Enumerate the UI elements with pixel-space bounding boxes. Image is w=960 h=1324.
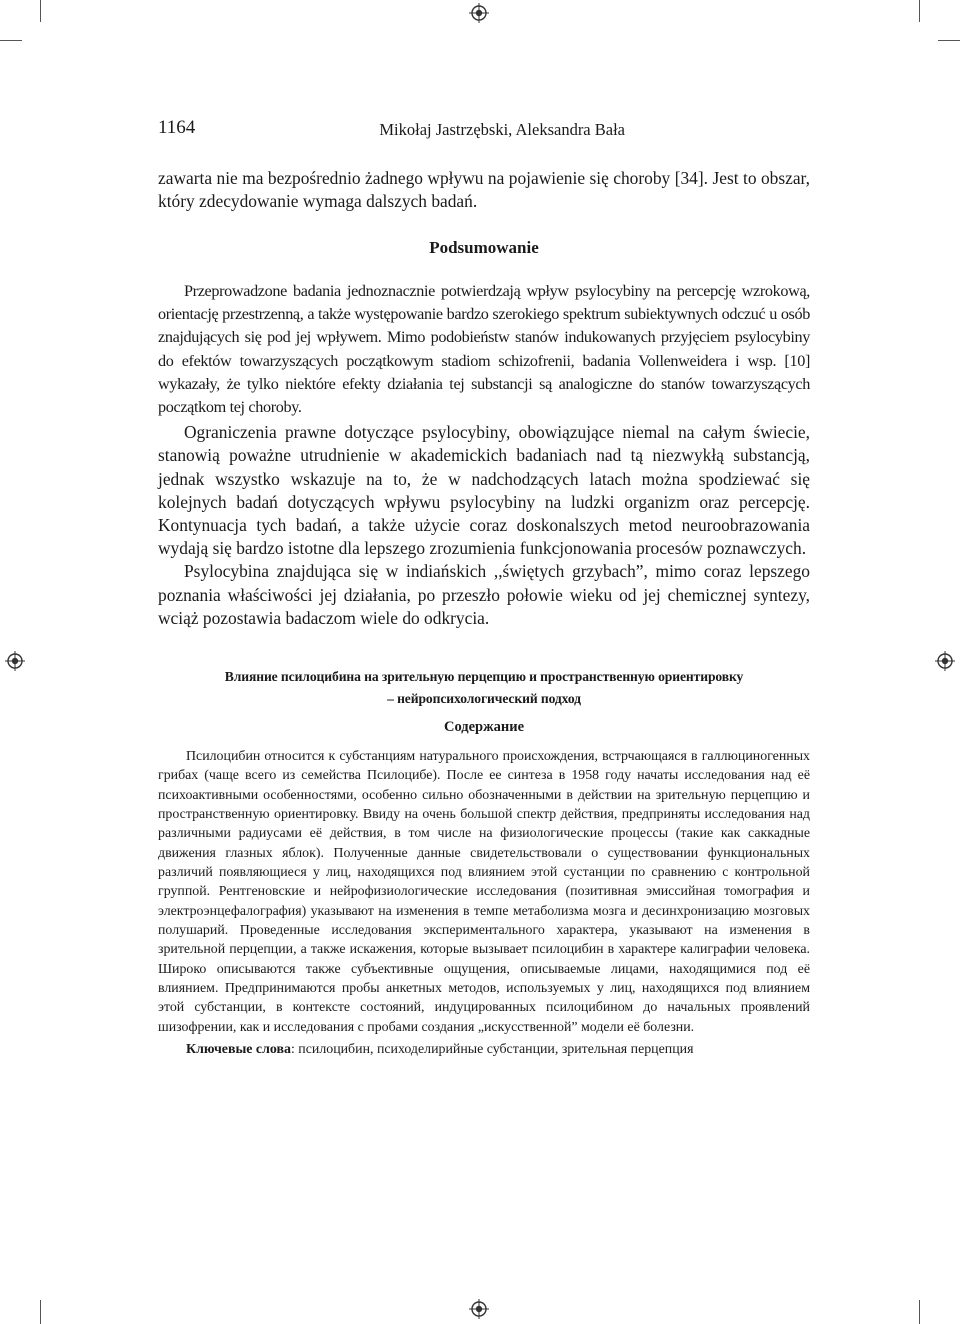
summary-paragraph-3: Psylocybina znajdująca się w indiańskich ,,świętych grzybach”, mimo coraz lepszego poznania właściwości jej działania, po przeszło połowie wieku od jej chemicznej syntezy, wciąż pozostawia badaczom wiele do odkrycia. <box>158 561 810 628</box>
russian-title <box>158 666 810 710</box>
running-header-authors: Mikołaj Jastrzębski, Aleksandra Bała <box>379 120 625 139</box>
russian-abstract: Псилоцибин относится к субстанциям натурального происхождения, встрчающаяся в галлюциногенных грибах (чаще всего из семейства Псилоцибе). После ее синтеза в 1958 году начаты исследования над её психоактивными особенностями, особенно сильно обозначенными в действии на зрительную перцепцию и пространственную ориентировку. Ввиду на очень большой спектр действия, предприняты исследования над различными радиусами её действия, в том числе на физиологические процессы (такие как саккадные движения глазных яблок). Полученные данные свидетельствовали о существовании функциональных различий появляющиеся у лиц, находящихся под влиянием этой сустанции по сравнению с контрольной группой. Рентгеновские и нейрофизиологические исследования (позитивная эмиссийная томография и электроэнцефалография) указывают на изменения в темпе метаболизма мозга и десинхронизацию мозговых полушарий. Проведенные исследования экспериментального характера, указывают на изменения в зрительной перцепции, а также искажения, которые вызывает псилоцибин в характере калиграфии человека. Широко описываются также субъективные ощущения, описываемые лицами, находящимися под её влиянием. Предпринимаются пробы анкетных методов, используемых у лиц, находящихся под влиянием этой субстанции, в контексте состояний, индуцированных псилоцибином до начальных проявлений шизофрении, как и исследования с пробами создания „искусственной” модели её болезни. <box>158 749 810 1035</box>
polish-continuation <box>158 167 810 213</box>
registration-mark-top-icon <box>469 3 489 23</box>
summary-section <box>158 280 810 630</box>
russian-keywords <box>158 1040 810 1059</box>
crop-mark-top-left-h <box>0 40 22 41</box>
crop-mark-top-right <box>919 0 920 22</box>
crop-mark-top-left <box>40 0 41 22</box>
keywords-label: Ключевые слова <box>186 1042 291 1058</box>
section-title-podsumowanie: Podsumowanie <box>429 238 539 257</box>
registration-mark-right-icon <box>935 651 955 671</box>
registration-mark-bottom-icon <box>469 1299 489 1319</box>
crop-mark-bottom-left <box>40 1300 41 1324</box>
summary-paragraph-2: Ograniczenia prawne dotyczące psylocybiny, obowiązujące niemal na całym świecie, stanowią poważne utrudnienie w akademickich badaniach nad tą niezwykłą substancją, jednak wszystko wskazuje na to, że w nadchodzących latach można spodziewać się kolejnych badań dotyczących wpływu psylocybiny na ludzki organizm oraz percepcję. Kontynuacja tych badań, a także użycie coraz doskonalszych metod neuroobrazowania wydają się bardzo istotne dla lepszego zrozumienia funkcjonowania procesów poznawczych. <box>158 422 810 559</box>
russian-title-line-2: – нейропсихологический подход <box>387 691 581 706</box>
summary-paragraph-1: Przeprowadzone badania jednoznacznie potwierdzają wpływ psylocybiny na percepcję wzrokową, orientację przestrzenną, a także występowanie bardzo szerokiego spektrum subiektywnych odczuć u osób znajdujących się pod jej wpływem. Mimo podobieństw stanów indukowanych przyjęciem psylocybiny do efektów towarzyszących początkowym stadiom schizofrenii, badania Vollenweidera i wsp. [10] wykazały, że tylko niektóre efekty działania tej substancji są analogiczne do stanów towarzyszących początkom tej choroby. <box>158 282 810 417</box>
registration-mark-left-icon <box>5 651 25 671</box>
page-number: 1164 <box>158 117 196 138</box>
crop-mark-bottom-right <box>919 1300 920 1324</box>
russian-subtitle: Содержание <box>443 719 525 735</box>
russian-title-line-1: Влияние псилоцибина на зрительную перцепцию и пространственную ориентировку <box>224 669 744 684</box>
russian-abstract-section <box>158 747 810 1060</box>
crop-mark-top-right-h <box>938 40 960 41</box>
keywords-list: : псилоцибин, психоделирийные субстанции, зрительная перцепция <box>290 1042 694 1058</box>
continuation-paragraph: zawarta nie ma bezpośrednio żadnego wpływu na pojawienie się choroby [34]. Jest to obszar, który zdecydowanie wymaga dalszych badań. <box>158 168 810 212</box>
